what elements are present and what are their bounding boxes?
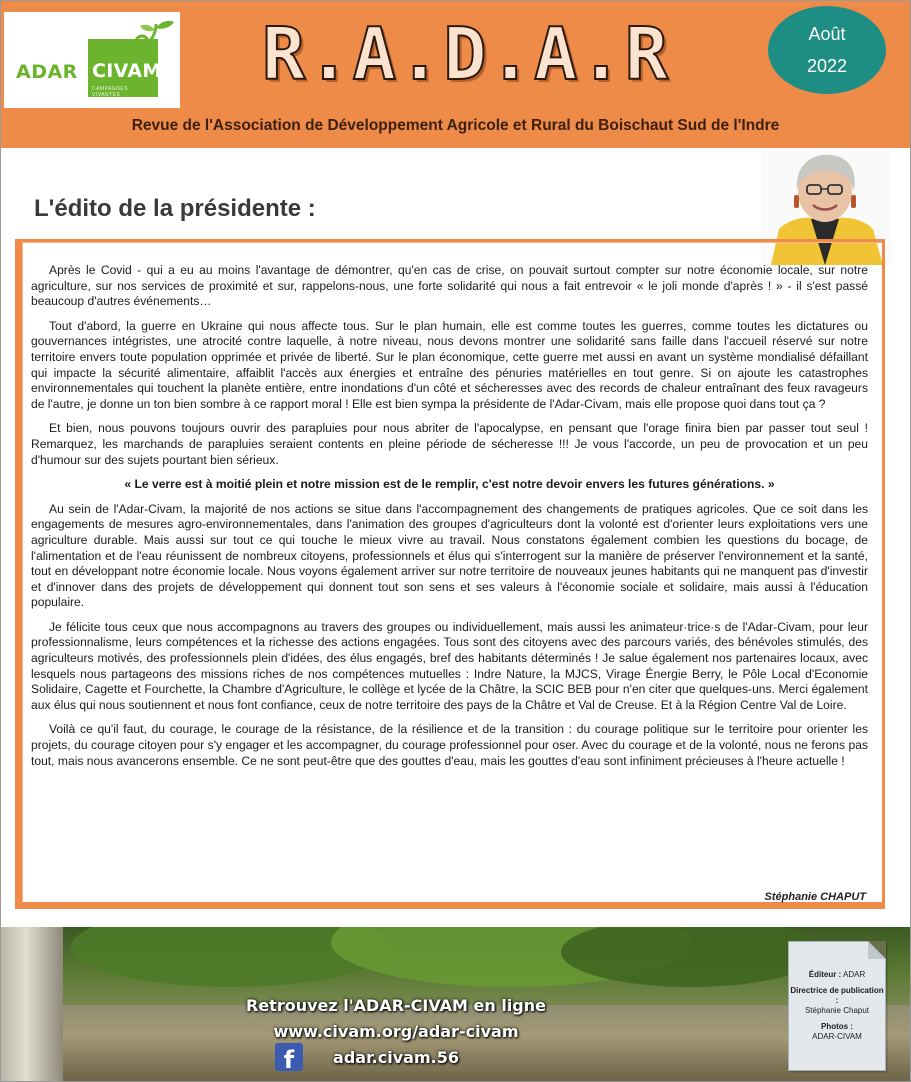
logo-civam-text: CIVAM (92, 60, 162, 82)
credits-director-label: Directrice de publication : (790, 986, 884, 1005)
edito-paragraph: Tout d'abord, la guerre en Ukraine qui nous affecte tous. Sur le plan humain, elle est comme toutes les guerres, comme toutes les dictatures ou gouvernances intégristes, une atrocité contre laquelle, à notre niveau, nous devons montrer une solidarité sans faille dans l'accueil réservé sur notre territoire envers toute population opprimée et privée de liberté. Sur le plan économique, cette guerre met aussi en avant un système mondialisé défaillant qui impacte la sécurité alimentaire, affaiblit l'accès aux énergies et entraîne des pénuries matérielles en tout genre. Si on ajoute les catastrophes environnementales qui touchent la planète entière, entre inondations d'un côté et sécheresses avec des records de chaleur entraînant des feux ravageurs de l'autre, je donne un ton bien sombre à ce rapport moral ! Elle est bien sympa la présidente de l'Adar-Civam, mais elle propose quoi dans tout ça ? (31, 318, 868, 411)
edito-paragraph: Et bien, nous pouvons toujours ouvrir des parapluies pour nous abriter de l'apocalypse, en pensant que l'orage finira bien par passer tout seul ! Remarquez, les marchands de parapluies seraient contents en pleine période de sécheresse !!! Je vous l'accorde, un peu de provocation et un peu d'humour sur des sujets pourtant bien sérieux. (31, 421, 868, 467)
credits-editor: ADAR (843, 970, 866, 979)
river-water (63, 1005, 910, 1081)
sprout-icon (132, 18, 176, 54)
magazine-subtitle: Revue de l'Association de Développement Agricole et Rural du Boischaut Sud de l'Indre (131, 117, 780, 134)
edito-signature: Stéphanie CHAPUT (764, 891, 866, 903)
footer-website-link[interactable]: www.civam.org/adar-civam (273, 1022, 519, 1041)
logo-adar-text: ADAR (16, 61, 78, 83)
credits-editor-label: Éditeur : (808, 970, 842, 979)
credits-box (788, 941, 886, 1071)
page-fold-corner (868, 941, 886, 959)
header-banner (1, 1, 910, 148)
adar-civam-logo (4, 12, 180, 108)
edito-paragraph: Voilà ce qu'il faut, du courage, le courage de la résistance, de la résilience et de la transition : du courage politique sur le territoire pour orienter les projets, du courage citoyen pour s'y engager et les accompagner, du courage professionnel pour oser. Avec du courage et de la volonté, nous ne ferons pas tout, mais nous avancerons ensemble. Ce ne sont peut-être que des gouttes d'eau, mais les gouttes d'eau sont infiniment précieuses à l'heure actuelle ! (31, 722, 868, 768)
edito-title: L'édito de la présidente : (34, 195, 316, 222)
footer-facebook-link[interactable]: adar.civam.56 (333, 1048, 459, 1067)
credits-photos-label: Photos : (821, 1022, 853, 1031)
footer-online-text: Retrouvez l'ADAR-CIVAM en ligne (246, 996, 546, 1015)
issue-month: Août (808, 24, 846, 44)
magazine-title: R.A.D.A.R (261, 12, 671, 96)
edito-body (31, 263, 868, 770)
issue-date-badge (768, 6, 886, 94)
edito-quote: « Le verre est à moitié plein et notre mission est de le remplir, c'est notre devoir envers les futures générations. » (124, 477, 775, 492)
footer-river-photo (1, 927, 910, 1081)
tree-trunk (1, 927, 63, 1081)
credits-director: Stéphanie Chaput (804, 1006, 870, 1015)
credits-photos: ADAR-CIVAM (812, 1032, 862, 1041)
logo-tagline: CAMPAGNES VIVANTES (92, 86, 129, 98)
edito-paragraph: Après le Covid - qui a eu au moins l'avantage de démontrer, qu'en cas de crise, on pouvait surtout compter sur notre économie locale, sur notre agriculture, sur nos services de proximité et sur, rappelons-nous, une forte solidarité qui nous a fait entrevoir « le joli monde d'après ! » - il s'est passé beaucoup d'autres événements… (31, 263, 868, 309)
edito-paragraph: Je félicite tous ceux que nous accompagnons au travers des groupes ou individuellement, mais aussi les animateur·trice·s de l'Adar-Civam, pour leur professionnalisme, leurs compétences et la richesse des actions engagées. Tous sont des citoyens avec des parcours variés, des bénévoles stimulés, des agriculteurs motivés, des professionnels plein d'idées, des élus engagés, bref des habitants déterminés ! Je salue également nos partenaires locaux, avec lesquels nous partageons des missions riches de nos compétences mutuelles : Indre Nature, la MJCS, Virage Énergie Berry, le Pôle Local d'Economie Solidaire, Cagette et Fourchette, la Chambre d'Agriculture, le collège et lycée de la Châtre, la SCIC BEB pour n'en citer que quelques-uns. Merci également aux élus qui nous soutiennent et nous font confiance, ceux de notre territoire des pays de la Châtre et Val de Creuse. Et à la Région Centre Val de Loire. (31, 619, 868, 712)
edito-paragraph: Au sein de l'Adar-Civam, la majorité de nos actions se situe dans l'accompagnement des changements de pratiques agricoles. Que ce soit dans les engagements de mesures agro-environnementales, dans l'animation des groupes d'agriculteurs dont la volonté est d'orienter leurs exploitations vers une agriculture durable. Mais aussi sur tout ce qui touche le mieux vivre au travail. Nous constatons également combien les questions du bocage, de l'alimentation et de l'eau réunissent de nombreux citoyens, professionnels et élus qui s'interrogent sur la manière de préserver l'environnement et la santé, tout en développant notre économie locale. Nous voyons également arriver sur notre territoire de nouveaux jeunes habitants qui ne manquent pas d'investir et d'innover dans des projets de développement qui donnent tout son sens et ses valeurs à l'économie sociale et solidaire, mais aussi à l'éducation populaire. (31, 501, 868, 610)
facebook-letter: f (283, 1046, 295, 1071)
issue-year: 2022 (806, 56, 848, 76)
